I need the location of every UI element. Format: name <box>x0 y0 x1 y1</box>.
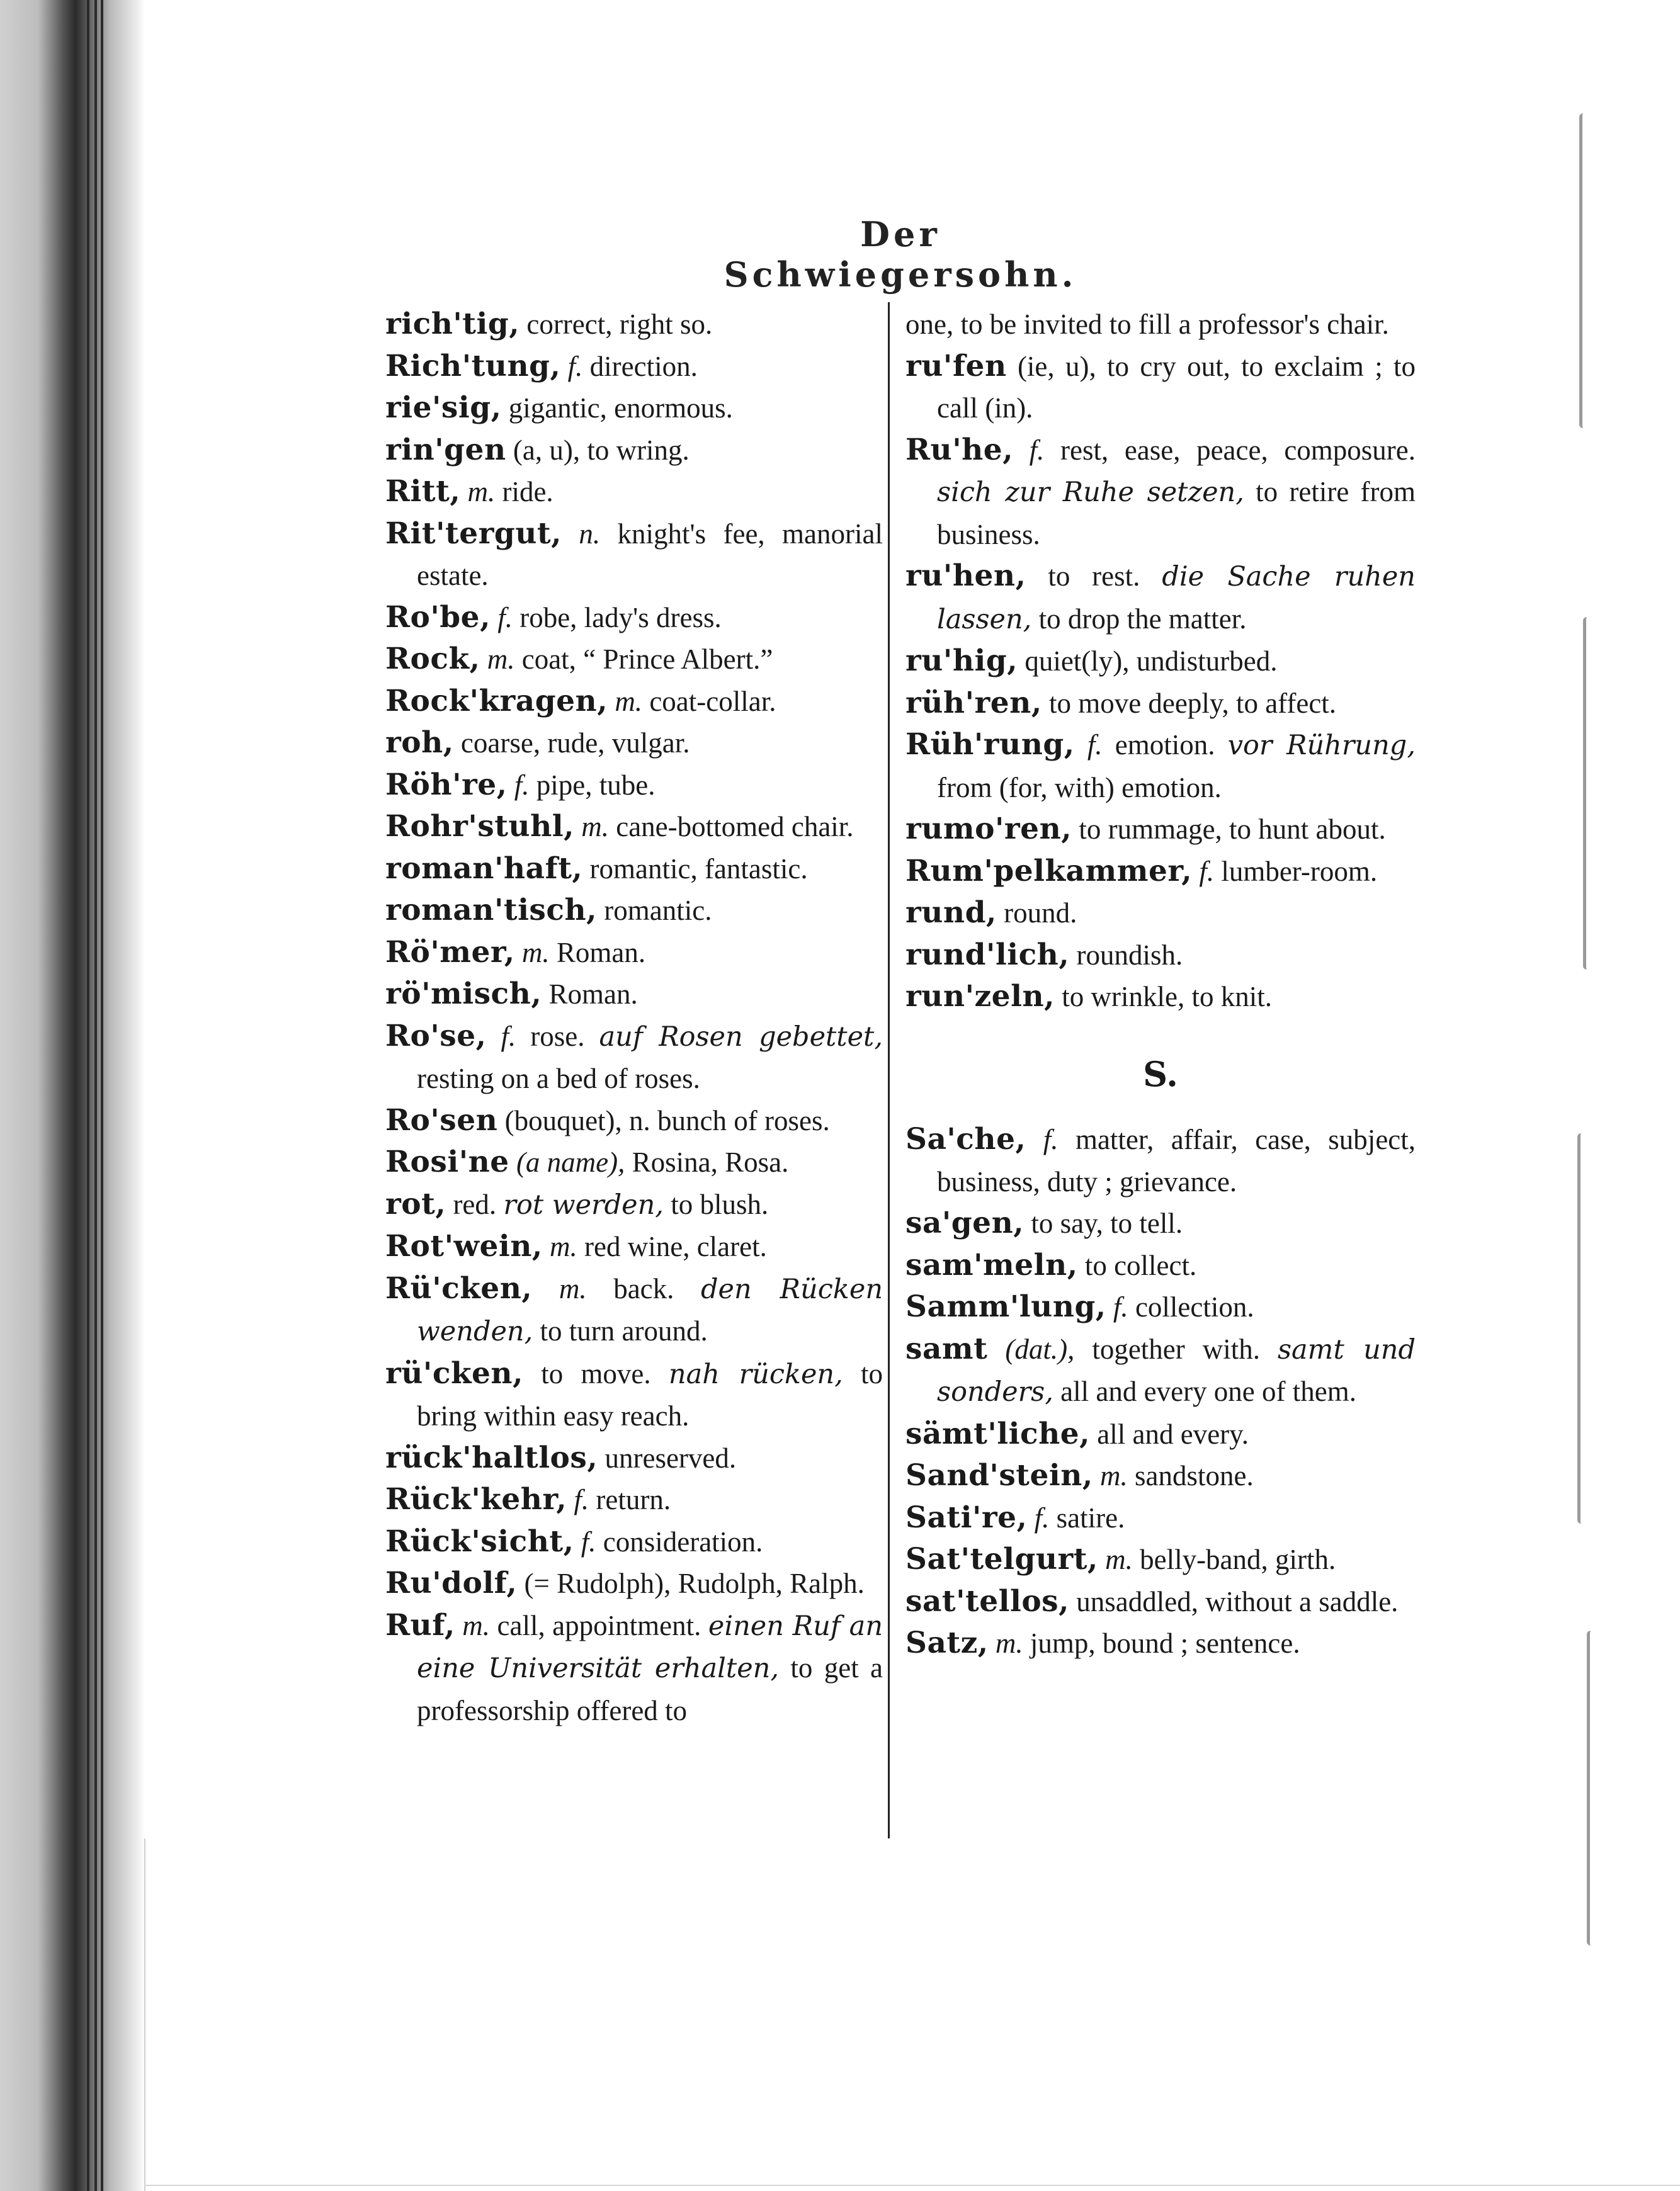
page-edge-line <box>87 0 89 2191</box>
entry-headword: sämt'liche, <box>905 1416 1091 1451</box>
entry-headword: Sa'che, <box>905 1122 1026 1157</box>
entry-headword: Sat'telgurt, <box>905 1542 1098 1577</box>
dictionary-entry <box>905 640 1416 682</box>
entry-definition: all and every. <box>1097 1418 1249 1450</box>
entry-headword: roh, <box>385 725 454 760</box>
entry-example-german: sich zur Ruhe setzen, <box>937 477 1244 508</box>
page-edge-line <box>94 0 97 2191</box>
entry-headword: Samm'lung, <box>905 1289 1106 1324</box>
entry-definition: round. <box>1004 897 1077 929</box>
entry-example-german: rot werden, <box>503 1189 664 1221</box>
entry-definition: collection. <box>1135 1291 1254 1323</box>
entry-headword: Ro'be, <box>385 599 491 635</box>
entry-headword: ru'fen <box>905 348 1007 383</box>
entry-headword: ru'hen, <box>905 558 1026 593</box>
entry-definition: to wrinkle, to knit. <box>1062 981 1272 1012</box>
entry-headword: rot, <box>385 1186 446 1221</box>
entry-definition: return. <box>596 1484 671 1515</box>
entry-definition: red. <box>453 1188 497 1220</box>
entry-grammar: f. <box>1087 729 1103 761</box>
entry-definition: belly-band, girth. <box>1140 1544 1336 1575</box>
entry-grammar: m. <box>487 643 515 675</box>
entry-headword: rund, <box>905 895 997 930</box>
scan-artifact <box>1583 617 1594 970</box>
entry-grammar: f. <box>567 350 583 382</box>
entry-example-german: nah rücken, <box>668 1358 843 1390</box>
right-column-bottom-entries <box>905 1119 1416 1665</box>
entry-definition: red wine, claret. <box>584 1231 767 1262</box>
right-column-top-entries <box>905 303 1416 1018</box>
entry-headword: roman'tisch, <box>385 893 598 927</box>
entry-definition: emotion. <box>1115 729 1215 761</box>
entry-headword: sam'meln, <box>905 1247 1078 1282</box>
entry-definition: lumber-room. <box>1221 855 1378 887</box>
entry-headword: samt <box>905 1331 988 1366</box>
dictionary-entry <box>385 429 883 472</box>
entry-example-german: vor Rührung, <box>1227 730 1416 761</box>
entry-example-translation: to blush. <box>671 1188 769 1220</box>
dictionary-entry <box>905 346 1416 429</box>
dictionary-entry <box>905 808 1416 851</box>
entry-headword: rin'gen <box>385 432 506 467</box>
dictionary-entry <box>905 1413 1416 1456</box>
entry-headword: Rit'tergut, <box>385 516 562 551</box>
entry-definition: matter, affair, case, subject, business, duty ; grievance. <box>937 1124 1416 1197</box>
entry-headword: sa'gen, <box>905 1206 1024 1240</box>
entry-headword: Rö'mer, <box>385 934 515 970</box>
book-spine-shadow <box>0 0 145 2191</box>
entry-headword: Ru'he, <box>905 432 1014 467</box>
dictionary-entry <box>905 1581 1416 1623</box>
entry-definition: (ie, u), to cry out, to exclaim ; to call (in). <box>937 350 1416 424</box>
entry-headword: ru'hig, <box>905 643 1018 678</box>
entry-example-translation: to get a professorship offered to <box>417 1652 883 1726</box>
entry-definition: Rosina, Rosa. <box>632 1146 789 1178</box>
scan-artifact <box>1577 1133 1588 1524</box>
dictionary-entry <box>905 555 1416 640</box>
entry-grammar: n. <box>579 518 601 550</box>
scan-artifact <box>1587 1631 1598 1945</box>
entry-definition: direction. <box>589 350 698 382</box>
entry-definition: rose. <box>530 1020 585 1052</box>
entry-headword: Rock, <box>385 642 480 676</box>
dictionary-entry <box>385 597 883 639</box>
entry-grammar: f. <box>497 601 513 633</box>
entry-grammar: m. <box>1100 1460 1128 1492</box>
entry-grammar: m. <box>521 936 550 968</box>
entry-definition: to rest. <box>1048 560 1140 592</box>
entry-headword: rö'misch, <box>385 977 542 1011</box>
entry-example-german: die Sache ruhen lassen, <box>937 561 1416 635</box>
entry-headword: Satz, <box>905 1626 989 1660</box>
entry-definition: coarse, rude, vulgar. <box>460 727 690 759</box>
entry-grammar: f. <box>1113 1291 1128 1323</box>
page-edge <box>144 1838 145 2191</box>
entry-headword: sat'tellos, <box>905 1583 1070 1619</box>
entry-example-translation: resting on a bed of roses. <box>417 1063 700 1094</box>
dictionary-entry <box>385 722 883 764</box>
entry-headword: Ru'dolf, <box>385 1566 518 1600</box>
dictionary-entry <box>385 1016 883 1100</box>
entry-grammar: m. <box>581 811 609 842</box>
dictionary-entry <box>385 806 883 848</box>
entry-example-translation: to retire from business. <box>937 476 1416 550</box>
dictionary-entry <box>905 1622 1416 1665</box>
entry-definition: to collect. <box>1084 1249 1197 1281</box>
entry-headword: rü'cken, <box>385 1356 523 1391</box>
dictionary-entry <box>905 1328 1416 1413</box>
entry-example-german: den Rücken wenden, <box>417 1273 883 1347</box>
entry-grammar: m. <box>550 1231 577 1262</box>
entry-definition: romantic. <box>604 895 712 926</box>
entry-example-german: einen Ruf an eine Universität erhalten, <box>417 1610 883 1684</box>
entry-headword: Rosi'ne <box>385 1145 509 1179</box>
entry-definition: (a, u), to wring. <box>513 434 690 466</box>
entry-definition: cane-bottomed chair. <box>616 811 854 842</box>
entry-headword: Ro'se, <box>385 1018 487 1053</box>
entry-definition: together with. <box>1092 1333 1260 1365</box>
right-column <box>905 303 1416 1665</box>
entry-definition: robe, lady's dress. <box>519 601 722 633</box>
dictionary-entry <box>385 1100 883 1142</box>
entry-definition: coat, “ Prince Albert.” <box>521 643 773 675</box>
dictionary-entry <box>385 764 883 807</box>
entry-example-german: auf Rosen gebettet, <box>599 1021 883 1053</box>
entry-headword: rich'tig, <box>385 307 520 341</box>
entry-definition: rest, ease, peace, composure. <box>1060 434 1416 466</box>
entry-definition: to say, to tell. <box>1031 1208 1183 1239</box>
entry-definition: Roman. <box>556 936 646 968</box>
dictionary-entry <box>385 1437 883 1480</box>
dictionary-entry <box>385 471 883 513</box>
entry-headword: Ritt, <box>385 474 461 509</box>
entry-grammar: f. <box>574 1484 589 1515</box>
dictionary-entry <box>385 1268 883 1353</box>
dictionary-entry <box>385 932 883 974</box>
entry-definition: coat-collar. <box>649 685 776 717</box>
dictionary-entry <box>385 848 883 890</box>
dictionary-entry <box>385 513 883 597</box>
dictionary-entry <box>385 1226 883 1268</box>
left-column <box>385 303 883 1731</box>
dictionary-entry <box>385 1605 883 1732</box>
entry-headword: Rich'tung, <box>385 348 561 383</box>
entry-headword: Rot'wein, <box>385 1229 543 1264</box>
dictionary-entry <box>905 1539 1416 1581</box>
entry-example-translation: to turn around. <box>540 1315 708 1347</box>
dictionary-entry <box>385 638 883 681</box>
entry-definition: consideration. <box>603 1526 763 1558</box>
entry-headword: Rü'cken, <box>385 1271 533 1306</box>
entry-definition: correct, right so. <box>526 309 713 340</box>
dictionary-entry <box>385 1563 883 1605</box>
entry-definition: call, appointment. <box>497 1609 701 1641</box>
entry-headword: rie'sig, <box>385 390 502 425</box>
dictionary-entry <box>905 934 1416 977</box>
entry-definition: back. <box>613 1272 674 1305</box>
dictionary-entry <box>905 1455 1416 1497</box>
entry-definition: knight's fee, manorial estate. <box>417 518 883 591</box>
entry-definition: to move deeply, to affect. <box>1048 687 1337 719</box>
scan-artifact <box>1579 113 1591 428</box>
entry-grammar: m. <box>559 1272 587 1305</box>
dictionary-entry <box>385 1521 883 1563</box>
entry-grammar: f. <box>1034 1502 1050 1534</box>
entry-grammar: f. <box>1029 434 1045 466</box>
entry-headword: Rum'pelkammer, <box>905 853 1193 888</box>
entry-definition: gigantic, enormous. <box>508 392 733 424</box>
entry-definition: ride. <box>502 476 553 507</box>
dictionary-entry <box>905 892 1416 934</box>
dictionary-entry <box>385 1479 883 1521</box>
dictionary-entry <box>905 724 1416 808</box>
entry-headword: Rück'sicht, <box>385 1524 574 1559</box>
dictionary-entry <box>385 1184 883 1226</box>
entry-definition: roundish. <box>1076 939 1183 971</box>
entry-definition: to rummage, to hunt about. <box>1079 813 1386 845</box>
entry-grammar: f. <box>501 1020 516 1052</box>
entry-definition: unreserved. <box>604 1442 737 1474</box>
dictionary-entry <box>905 851 1416 893</box>
entry-definition: Roman. <box>548 978 638 1010</box>
entry-example-german: samt und sonders, <box>937 1333 1416 1408</box>
entry-example-translation: to drop the matter. <box>1038 603 1247 635</box>
entry-grammar: m. <box>462 1609 491 1641</box>
entry-definition: unsaddled, without a saddle. <box>1076 1585 1399 1617</box>
entry-headword: rumo'ren, <box>905 812 1072 846</box>
entry-grammar: f. <box>1199 855 1215 887</box>
dictionary-entry <box>905 1245 1416 1287</box>
dictionary-entry <box>385 303 883 346</box>
entry-definition: sandstone. <box>1135 1460 1254 1492</box>
entry-headword: rüh'ren, <box>905 685 1042 720</box>
page-edge-line <box>101 0 103 2191</box>
dictionary-entry <box>905 429 1416 556</box>
entry-grammar: m. <box>1105 1544 1133 1575</box>
entry-grammar: f. <box>514 769 530 801</box>
dictionary-entry <box>905 1497 1416 1539</box>
entry-grammar: m. <box>615 685 643 717</box>
entry-definition: (bouquet), n. bunch of roses. <box>504 1104 830 1136</box>
dictionary-entry <box>905 1286 1416 1328</box>
dictionary-entry <box>385 1353 883 1437</box>
entry-definition: romantic, fantastic. <box>589 852 808 885</box>
entry-definition: (= Rudolph), Rudolph, Ralph. <box>524 1568 865 1599</box>
entry-grammar: m. <box>467 476 496 507</box>
entry-example-translation: from (for, with) emotion. <box>937 771 1222 803</box>
dictionary-entry <box>385 681 883 723</box>
entry-headword: Rohr'stuhl, <box>385 809 574 844</box>
dictionary-entry <box>385 346 883 388</box>
section-letter: S. <box>1143 1053 1178 1094</box>
entry-headword: rück'haltlos, <box>385 1440 598 1475</box>
entry-definition: jump, bound ; sentence. <box>1030 1628 1300 1659</box>
dictionary-entry <box>905 976 1416 1018</box>
entry-grammar: f. <box>581 1526 596 1558</box>
dictionary-entry <box>385 387 883 429</box>
entry-definition: to move. <box>541 1357 651 1390</box>
entry-headword: run'zeln, <box>905 979 1055 1014</box>
dictionary-entry <box>905 1119 1416 1203</box>
running-head: Der Schwiegersohn. <box>724 214 1077 295</box>
entry-headword: Rück'kehr, <box>385 1482 567 1517</box>
entry-grammar: (a name), <box>516 1146 625 1178</box>
dictionary-entry <box>385 1141 883 1184</box>
dictionary-entry <box>905 1203 1416 1245</box>
page-bottom-edge <box>144 2185 1680 2186</box>
entry-headword: roman'haft, <box>385 851 583 886</box>
entry-grammar: f. <box>1043 1124 1059 1155</box>
entry-headword: Rüh'rung, <box>905 727 1075 762</box>
dictionary-entry <box>385 973 883 1016</box>
dictionary-entry <box>905 303 1416 346</box>
entry-headword: Sati're, <box>905 1500 1028 1535</box>
column-divider <box>888 302 890 1838</box>
entry-example-translation: to bring within easy reach. <box>417 1357 883 1432</box>
entry-headword: Ruf, <box>385 1607 455 1643</box>
entry-definition: quiet(ly), undisturbed. <box>1024 645 1278 677</box>
entry-headword: Röh're, <box>385 767 508 802</box>
entry-grammar: (dat.), <box>1005 1333 1075 1365</box>
entry-headword: Rock'kragen, <box>385 683 608 718</box>
entry-definition: satire. <box>1056 1502 1125 1534</box>
entry-example-translation: all and every one of them. <box>1060 1376 1356 1407</box>
entry-headword: Ro'sen <box>385 1102 498 1138</box>
dictionary-entry <box>385 890 883 932</box>
dictionary-entry <box>905 682 1416 725</box>
entry-headword: rund'lich, <box>905 937 1070 972</box>
entry-definition: pipe, tube. <box>536 769 656 801</box>
entry-grammar: m. <box>995 1628 1023 1659</box>
entry-definition: one, to be invited to fill a professor's chair. <box>905 309 1389 340</box>
entry-headword: Sand'stein, <box>905 1458 1093 1493</box>
